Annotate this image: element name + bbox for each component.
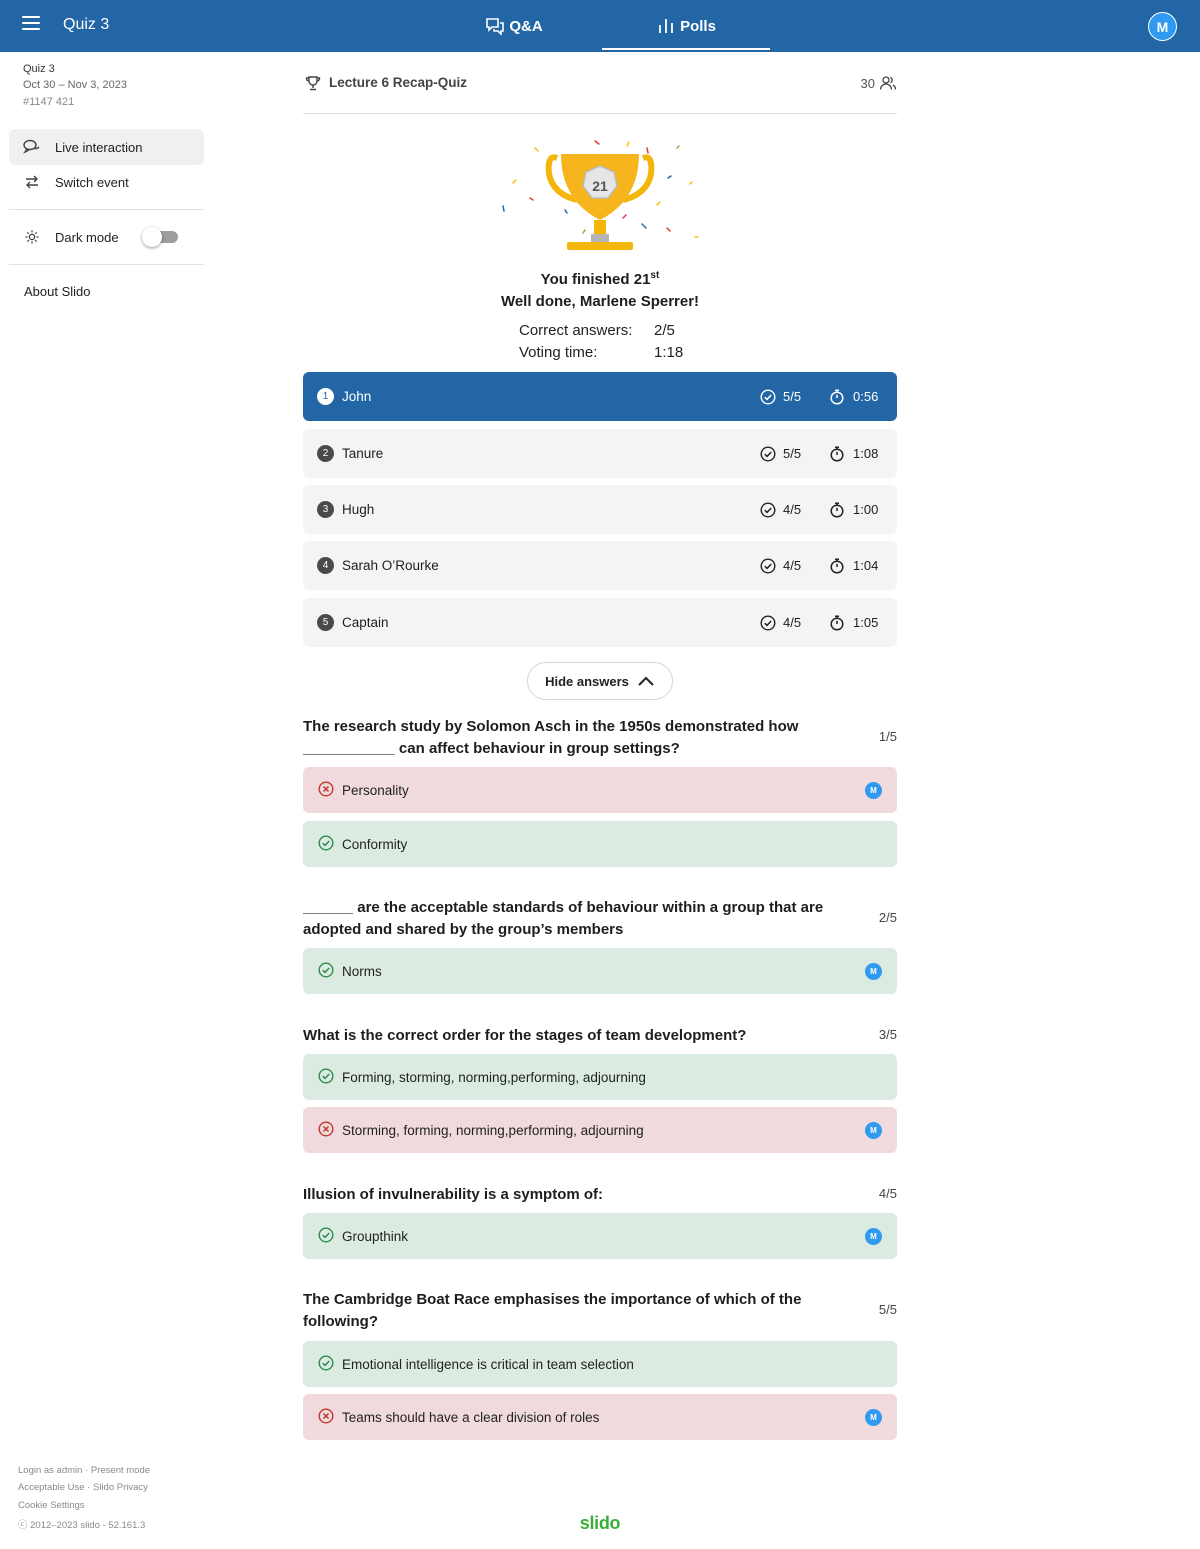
answer-status (318, 1408, 334, 1427)
tab-qa-label: Q&A (509, 17, 543, 35)
time-value: 1:04 (853, 558, 879, 573)
question-number: 3/5 (878, 1027, 897, 1042)
stopwatch-icon (830, 446, 844, 462)
participants-number: 30 (860, 75, 875, 91)
rank-badge: 1 (317, 388, 334, 405)
cross-circle-icon (318, 1408, 334, 1424)
participant-time (830, 389, 878, 405)
participant-score (760, 446, 801, 462)
tab-qa[interactable] (430, 0, 598, 52)
voting-time-value: 1:18 (654, 344, 684, 361)
quiz-header (303, 66, 897, 114)
answer-status (318, 1121, 334, 1140)
participants-count (861, 75, 897, 91)
answer-status (318, 781, 334, 800)
answer-option-incorrect (303, 767, 897, 813)
question-text (303, 1184, 843, 1206)
question-text (303, 716, 843, 760)
question-text (303, 1025, 843, 1047)
correct-answers-label: Correct answers: (519, 322, 633, 339)
participant-name: Captain (342, 615, 389, 630)
sidebar (0, 52, 213, 1549)
copyright-text: ⓒ 2012–2023 slido - 52.161.3 (18, 1520, 146, 1531)
question-number: 1/5 (878, 729, 897, 744)
cookie-settings-link[interactable]: Cookie Settings (18, 1500, 85, 1511)
top-bar (0, 0, 1200, 52)
stopwatch-icon (830, 389, 844, 405)
time-value: 1:08 (853, 446, 879, 461)
my-vote-avatar: M (865, 1122, 882, 1139)
chat-bubbles-icon (9, 139, 55, 155)
cross-circle-icon (318, 781, 334, 797)
slido-logo: slido (579, 1513, 621, 1533)
leaderboard-row (303, 598, 897, 647)
login-admin-link[interactable]: Login as admin (18, 1465, 83, 1476)
answer-status (318, 1355, 334, 1374)
score-value: 4/5 (783, 502, 802, 517)
acceptable-use-link[interactable]: Acceptable Use (18, 1482, 85, 1493)
participant-score (760, 389, 801, 405)
answer-text: Teams should have a clear division of roles (342, 1409, 600, 1425)
event-dates: Oct 30 – Nov 3, 2023 (23, 79, 127, 91)
footer-sep: · (82, 1465, 91, 1476)
answer-text: Emotional intelligence is critical in team selection (342, 1356, 634, 1372)
tab-polls[interactable] (602, 0, 770, 52)
quiz-title: Lecture 6 Recap-Quiz (329, 75, 468, 90)
about-slido-link[interactable]: About Slido (24, 284, 91, 299)
app-title: Quiz 3 (63, 16, 110, 33)
footer-row-2 (18, 1482, 148, 1493)
footer-row-1 (18, 1465, 150, 1476)
sidebar-item-label: Live interaction (55, 139, 143, 155)
tab-polls-label: Polls (680, 17, 716, 35)
question-line: following? (303, 1313, 378, 1330)
check-circle-icon (318, 1068, 334, 1084)
leaderboard-row (303, 485, 897, 534)
participant-time (830, 558, 878, 574)
answer-status (318, 1068, 334, 1087)
leaderboard-row (303, 372, 897, 421)
rank-badge: 2 (317, 445, 334, 462)
question-number: 4/5 (878, 1186, 897, 1201)
time-value: 1:00 (853, 502, 879, 517)
switch-arrows-icon (9, 175, 55, 189)
sidebar-divider (9, 209, 204, 210)
stopwatch-icon (830, 502, 844, 518)
participant-score (760, 615, 801, 631)
participant-name: John (342, 389, 372, 404)
answer-text: Storming, forming, norming,performing, adjourning (342, 1122, 644, 1138)
check-circle-icon (760, 389, 776, 405)
answer-text: Personality (342, 782, 409, 798)
stopwatch-icon (830, 558, 844, 574)
answer-option-correct (303, 1213, 897, 1259)
check-circle-icon (318, 1227, 334, 1243)
check-circle-icon (318, 1355, 334, 1371)
hide-answers-label: Hide answers (545, 673, 629, 689)
user-avatar[interactable]: M (1148, 12, 1177, 41)
check-circle-icon (318, 835, 334, 851)
bar-chart-icon (656, 17, 676, 35)
finish-suffix: st (650, 270, 660, 281)
answer-option-correct (303, 1054, 897, 1100)
my-vote-avatar: M (865, 1409, 882, 1426)
participant-name: Hugh (342, 502, 375, 517)
gear-icon (9, 229, 55, 245)
my-vote-avatar: M (865, 782, 882, 799)
answer-text: Forming, storming, norming,performing, adjourning (342, 1069, 646, 1085)
sidebar-divider (9, 264, 204, 265)
chat-bubbles-icon (485, 17, 505, 35)
rank-badge-number: 21 (592, 178, 608, 194)
question-line: ______ are the acceptable standards of behaviour within a group that are (303, 899, 824, 916)
answer-option-correct (303, 1341, 897, 1387)
check-circle-icon (760, 502, 776, 518)
score-value: 5/5 (783, 389, 802, 404)
participant-score (760, 502, 801, 518)
answer-option-correct (303, 821, 897, 867)
rank-badge: 5 (317, 614, 334, 631)
question-line: adopted and shared by the group’s members (303, 921, 624, 938)
question-number: 2/5 (878, 910, 897, 925)
question-line: ___________ can affect behaviour in group settings? (303, 740, 680, 757)
event-code: #1147 421 (23, 96, 75, 108)
participant-name: Tanure (342, 446, 384, 461)
participant-score (760, 558, 801, 574)
answer-status (318, 962, 334, 981)
menu-icon[interactable] (22, 16, 40, 34)
event-name: Quiz 3 (23, 63, 55, 75)
sidebar-item-switch-event[interactable] (9, 164, 204, 200)
question-line: The research study by Solomon Asch in the 1950s demonstrated how (303, 718, 799, 735)
question-text (303, 897, 843, 941)
stopwatch-icon (830, 615, 844, 631)
answer-status (318, 835, 334, 854)
sidebar-item-label: Dark mode (55, 229, 119, 245)
leaderboard-row (303, 541, 897, 590)
well-done-message: Well done, Marlene Sperrer! (500, 293, 700, 310)
check-circle-icon (760, 558, 776, 574)
participant-name: Sarah O’Rourke (342, 558, 439, 573)
participant-time (830, 502, 878, 518)
participant-time (830, 446, 878, 462)
participant-time (830, 615, 878, 631)
question-line: What is the correct order for the stages of team development? (303, 1027, 747, 1044)
time-value: 1:05 (853, 615, 879, 630)
present-mode-link[interactable]: Present mode (90, 1465, 151, 1476)
answer-text: Groupthink (342, 1228, 409, 1244)
trophy-icon (305, 75, 321, 91)
people-icon (879, 75, 897, 91)
slido-privacy-link[interactable]: Slido Privacy (93, 1482, 148, 1493)
footer-sep: · (84, 1482, 93, 1493)
dark-mode-toggle[interactable] (142, 229, 178, 245)
score-value: 4/5 (783, 558, 802, 573)
my-vote-avatar: M (865, 963, 882, 980)
answer-text: Conformity (342, 836, 408, 852)
chevron-up-icon (637, 675, 655, 687)
correct-answers-value: 2/5 (654, 322, 675, 339)
trophy-icon (495, 138, 705, 258)
question-line: The Cambridge Boat Race emphasises the importance of which of the (303, 1291, 802, 1308)
answer-option-incorrect (303, 1394, 897, 1440)
answer-option-incorrect (303, 1107, 897, 1153)
finish-position (300, 270, 900, 288)
voting-time-label: Voting time: (519, 344, 598, 361)
score-value: 4/5 (783, 615, 802, 630)
finish-text: You finished 21 (540, 271, 651, 288)
sidebar-item-label: Switch event (55, 174, 129, 190)
time-value: 0:56 (853, 389, 879, 404)
rank-badge: 4 (317, 557, 334, 574)
question-text (303, 1289, 843, 1333)
check-circle-icon (318, 962, 334, 978)
question-number: 5/5 (878, 1302, 897, 1317)
question-line: Illusion of invulnerability is a symptom of: (303, 1186, 604, 1203)
rank-badge: 3 (317, 501, 334, 518)
check-circle-icon (760, 615, 776, 631)
check-circle-icon (760, 446, 776, 462)
hide-answers-button[interactable] (527, 662, 673, 700)
my-vote-avatar: M (865, 1228, 882, 1245)
cross-circle-icon (318, 1121, 334, 1137)
answer-status (318, 1227, 334, 1246)
sidebar-item-live-interaction[interactable] (9, 129, 204, 165)
answer-text: Norms (342, 963, 382, 979)
leaderboard-row (303, 429, 897, 478)
answer-option-correct (303, 948, 897, 994)
score-value: 5/5 (783, 446, 802, 461)
